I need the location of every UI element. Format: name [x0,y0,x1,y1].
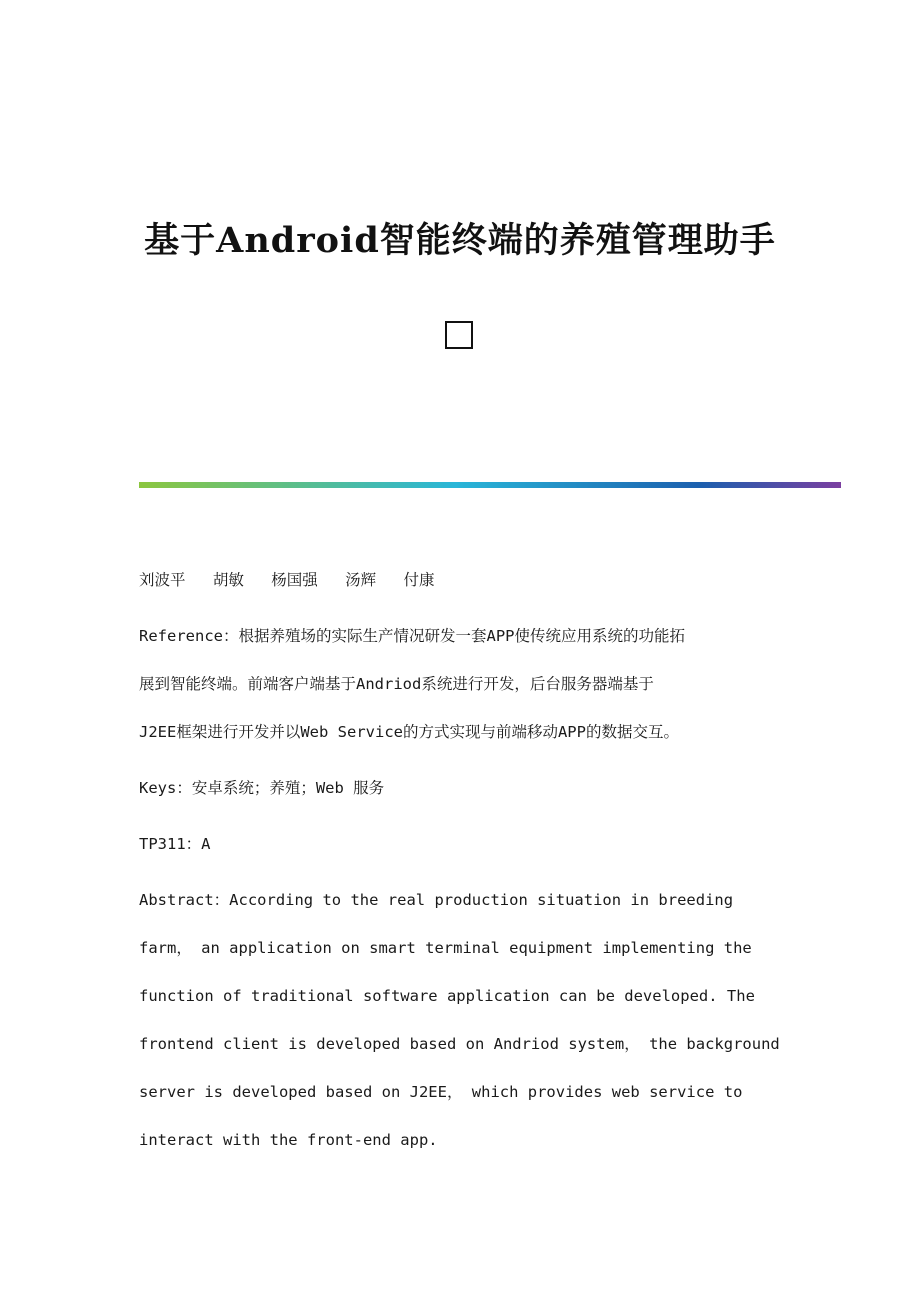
keywords-label: Keys： [139,779,192,797]
abstract-line: function of traditional software application can be developed. The [139,987,755,1005]
keywords-line [139,776,829,798]
reference-line: 展到智能终端。前端客户端基于Andriod系统进行开发，后台服务器端基于 [139,675,654,693]
author-list [139,568,829,590]
abstract-line: farm， an application on smart terminal equipment implementing the [139,939,752,957]
author-name: 汤辉 [345,571,377,589]
author-name: 杨国强 [271,571,318,589]
author-name: 胡敏 [212,571,244,589]
abstract-label: Abstract： [139,891,230,909]
abstract-line: frontend client is developed based on Andriod system， the background [139,1035,780,1053]
abstract-line: interact with the front-end app. [139,1131,438,1149]
author-name: 付康 [403,571,435,589]
classification-code: TP311：A [139,835,211,853]
reference-paragraph [139,612,829,756]
abstract-line: server is developed based on J2EE， which provides web service to [139,1083,743,1101]
abstract-paragraph [139,876,829,1164]
reference-line: Reference：根据养殖场的实际生产情况研发一套APP使传统应用系统的功能拓 [139,627,685,645]
title-divider-rule [139,482,841,488]
document-title: 基于Android智能终端的养殖管理助手 [144,220,776,261]
reference-label: Reference： [139,627,239,645]
abstract-line: Abstract：According to the real production situation in breeding [139,891,734,909]
keywords-value: 安卓系统；养殖；Web 服务 [191,779,385,797]
title-placeholder-box-icon [445,321,473,349]
author-name: 刘波平 [139,571,186,589]
reference-line: J2EE框架进行开发并以Web Service的方式实现与前端移动APP的数据交互。 [139,723,679,741]
